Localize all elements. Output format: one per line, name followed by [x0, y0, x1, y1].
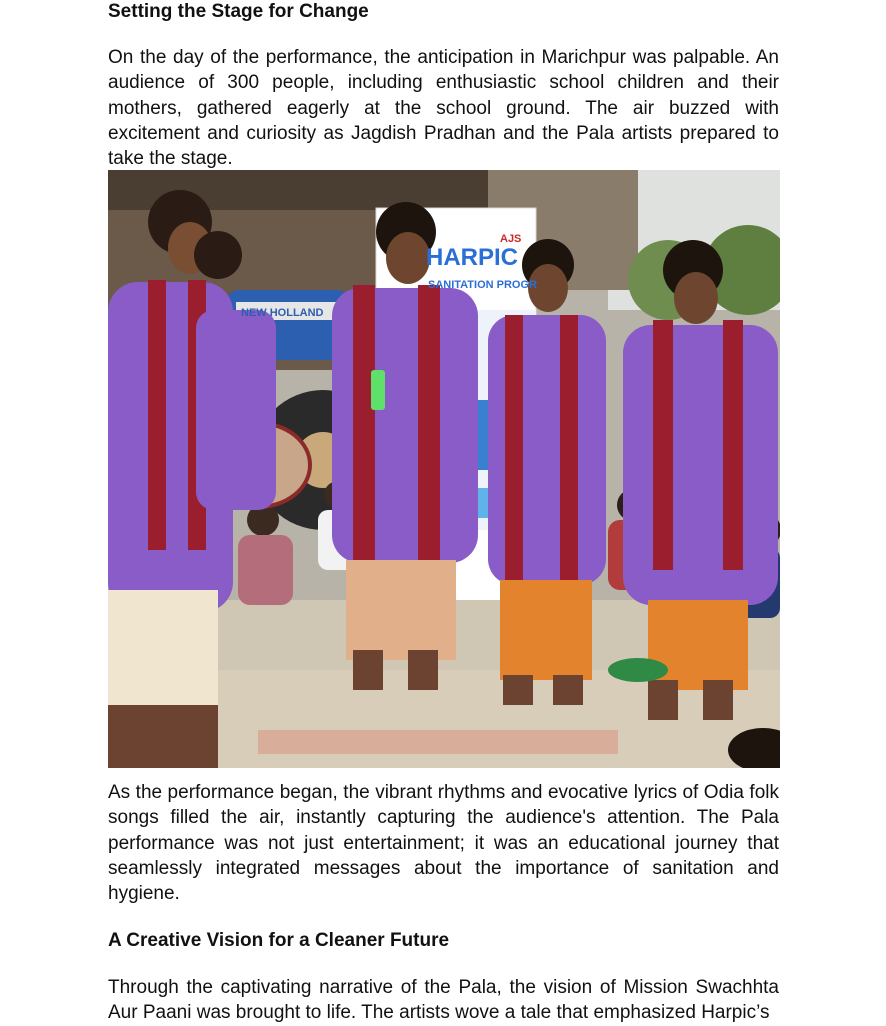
banner-subtitle-text: SANITATION PROGR	[428, 279, 537, 291]
banner-logo-text: AJS	[500, 233, 522, 245]
performance-photo	[108, 170, 780, 768]
paragraph-vision: Through the captivating narrative of the Pala, the vision of Mission Swachhta Aur Paani was brought to life. The artists wove a tale that emphasized Harpic’s	[108, 977, 779, 1024]
section-heading-setting-stage: Setting the Stage for Change	[108, 1, 369, 22]
paragraph-intro: On the day of the performance, the anticipation in Marichpur was palpable. An audience of 300 people, including enthusiastic school children and their mothers, gathered eagerly at the school ground. The air buzzed with excitement and curiosity as Jagdish Pradhan and the Pala artists prepared to take the stage.	[108, 47, 779, 170]
tractor-label-text: NEW HOLLAND	[241, 307, 324, 319]
paragraph-performance: As the performance began, the vibrant rhythms and evocative lyrics of Odia folk songs filled the air, instantly capturing the audience's attention. The Pala performance was not just entertainment; it was an educational journey that seamlessly integrated messages about the importance of sanitation and hygiene.	[108, 782, 779, 905]
banner-brand-text: HARPIC	[426, 244, 519, 271]
section-heading-creative-vision: A Creative Vision for a Cleaner Future	[108, 930, 450, 951]
